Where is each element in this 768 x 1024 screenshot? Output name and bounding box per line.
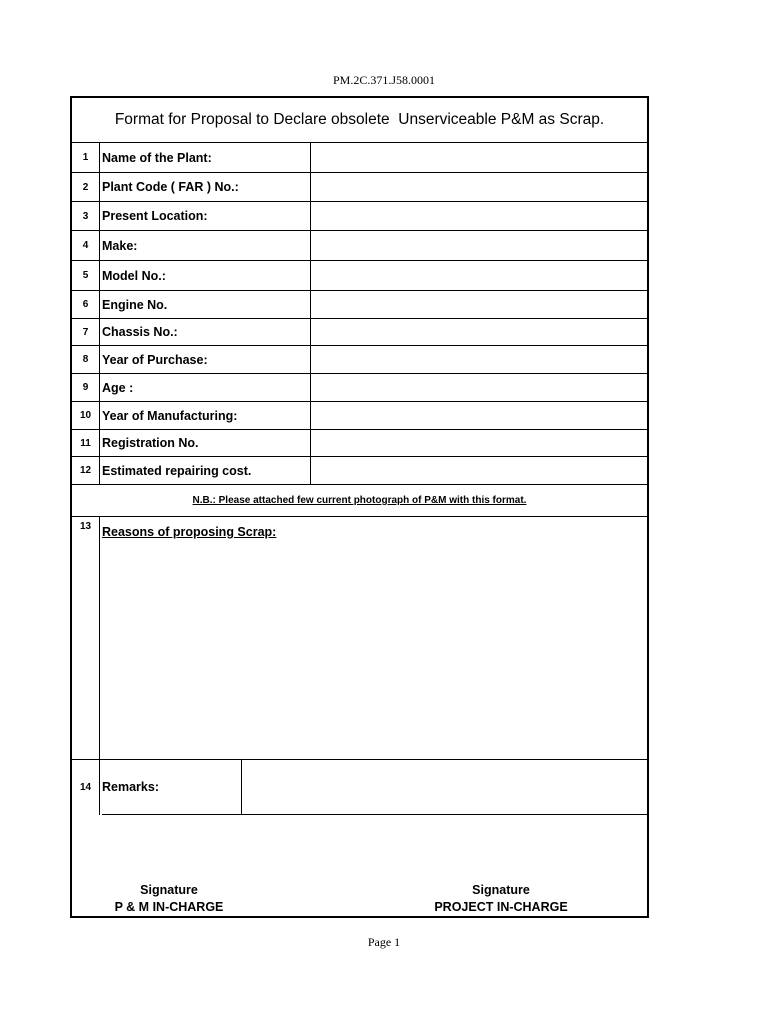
scrap-proposal-form xyxy=(70,96,649,918)
field-row xyxy=(72,319,647,346)
remarks-value-cell[interactable] xyxy=(242,760,647,815)
field-row xyxy=(72,261,647,291)
signature-block-project-incharge xyxy=(421,882,581,916)
field-number: 1 xyxy=(72,143,100,172)
field-label: Estimated repairing cost. xyxy=(102,463,252,478)
field-value-cell[interactable] xyxy=(310,374,647,401)
field-label: Chassis No.: xyxy=(102,325,178,339)
signature-line xyxy=(421,916,581,917)
field-label: Year of Manufacturing: xyxy=(102,408,238,423)
signature-role: PROJECT IN-CHARGE xyxy=(434,900,568,914)
field-label: Registration No. xyxy=(102,436,199,450)
field-value-cell[interactable] xyxy=(310,291,647,318)
field-number: 6 xyxy=(72,291,100,318)
photo-note: N.B.: Please attached few current photograph of P&M with this format. xyxy=(72,485,647,517)
field-label: Age : xyxy=(102,380,134,395)
field-number: 14 xyxy=(72,760,100,815)
reasons-section xyxy=(72,517,647,760)
signature-line xyxy=(581,916,647,917)
field-label: Name of the Plant: xyxy=(102,150,212,165)
field-label: Model No.: xyxy=(102,268,166,283)
page-number: Page 1 xyxy=(367,935,401,949)
field-number: 8 xyxy=(72,346,100,373)
field-number: 9 xyxy=(72,374,100,401)
field-value-cell[interactable] xyxy=(310,173,647,201)
field-row xyxy=(72,173,647,202)
field-row xyxy=(72,291,647,319)
field-number: 13 xyxy=(72,517,100,759)
field-label: Present Location: xyxy=(102,209,208,223)
signature-role: P & M IN-CHARGE xyxy=(114,900,224,914)
field-value-cell[interactable] xyxy=(310,402,647,429)
field-row xyxy=(72,231,647,261)
field-label: Make: xyxy=(102,238,138,253)
field-value-cell[interactable] xyxy=(310,143,647,172)
field-label: Year of Purchase: xyxy=(102,352,208,367)
field-row xyxy=(72,346,647,374)
field-number: 12 xyxy=(72,457,100,484)
field-number: 7 xyxy=(72,319,100,345)
signature-caption: Signature xyxy=(140,883,198,897)
field-number: 10 xyxy=(72,402,100,429)
field-value-cell[interactable] xyxy=(310,319,647,345)
field-value-cell[interactable] xyxy=(310,457,647,484)
field-number: 5 xyxy=(72,261,100,290)
field-row xyxy=(72,457,647,485)
field-row xyxy=(72,374,647,402)
field-value-cell[interactable] xyxy=(310,202,647,230)
field-value-cell[interactable] xyxy=(310,261,647,290)
field-row xyxy=(72,143,647,173)
document-reference: PM.2C.371.J58.0001 xyxy=(332,73,436,87)
remarks-section xyxy=(72,760,647,815)
form-title: Format for Proposal to Declare obsolete Unserviceable P&M as Scrap. xyxy=(72,98,647,143)
field-label: Plant Code ( FAR ) No.: xyxy=(102,180,239,194)
signature-block-pm-incharge xyxy=(109,882,229,916)
field-number: 4 xyxy=(72,231,100,260)
field-row xyxy=(72,202,647,231)
field-value-cell[interactable] xyxy=(310,231,647,260)
field-label: Engine No. xyxy=(102,297,168,312)
field-value-cell[interactable] xyxy=(310,430,647,456)
field-row xyxy=(72,402,647,430)
field-number: 3 xyxy=(72,202,100,230)
field-number: 2 xyxy=(72,173,100,201)
reasons-label: Reasons of proposing Scrap: xyxy=(102,525,277,539)
remarks-label: Remarks: xyxy=(102,760,242,815)
field-value-cell[interactable] xyxy=(310,346,647,373)
signature-caption: Signature xyxy=(472,883,530,897)
field-number: 11 xyxy=(72,430,100,456)
field-row xyxy=(72,430,647,457)
